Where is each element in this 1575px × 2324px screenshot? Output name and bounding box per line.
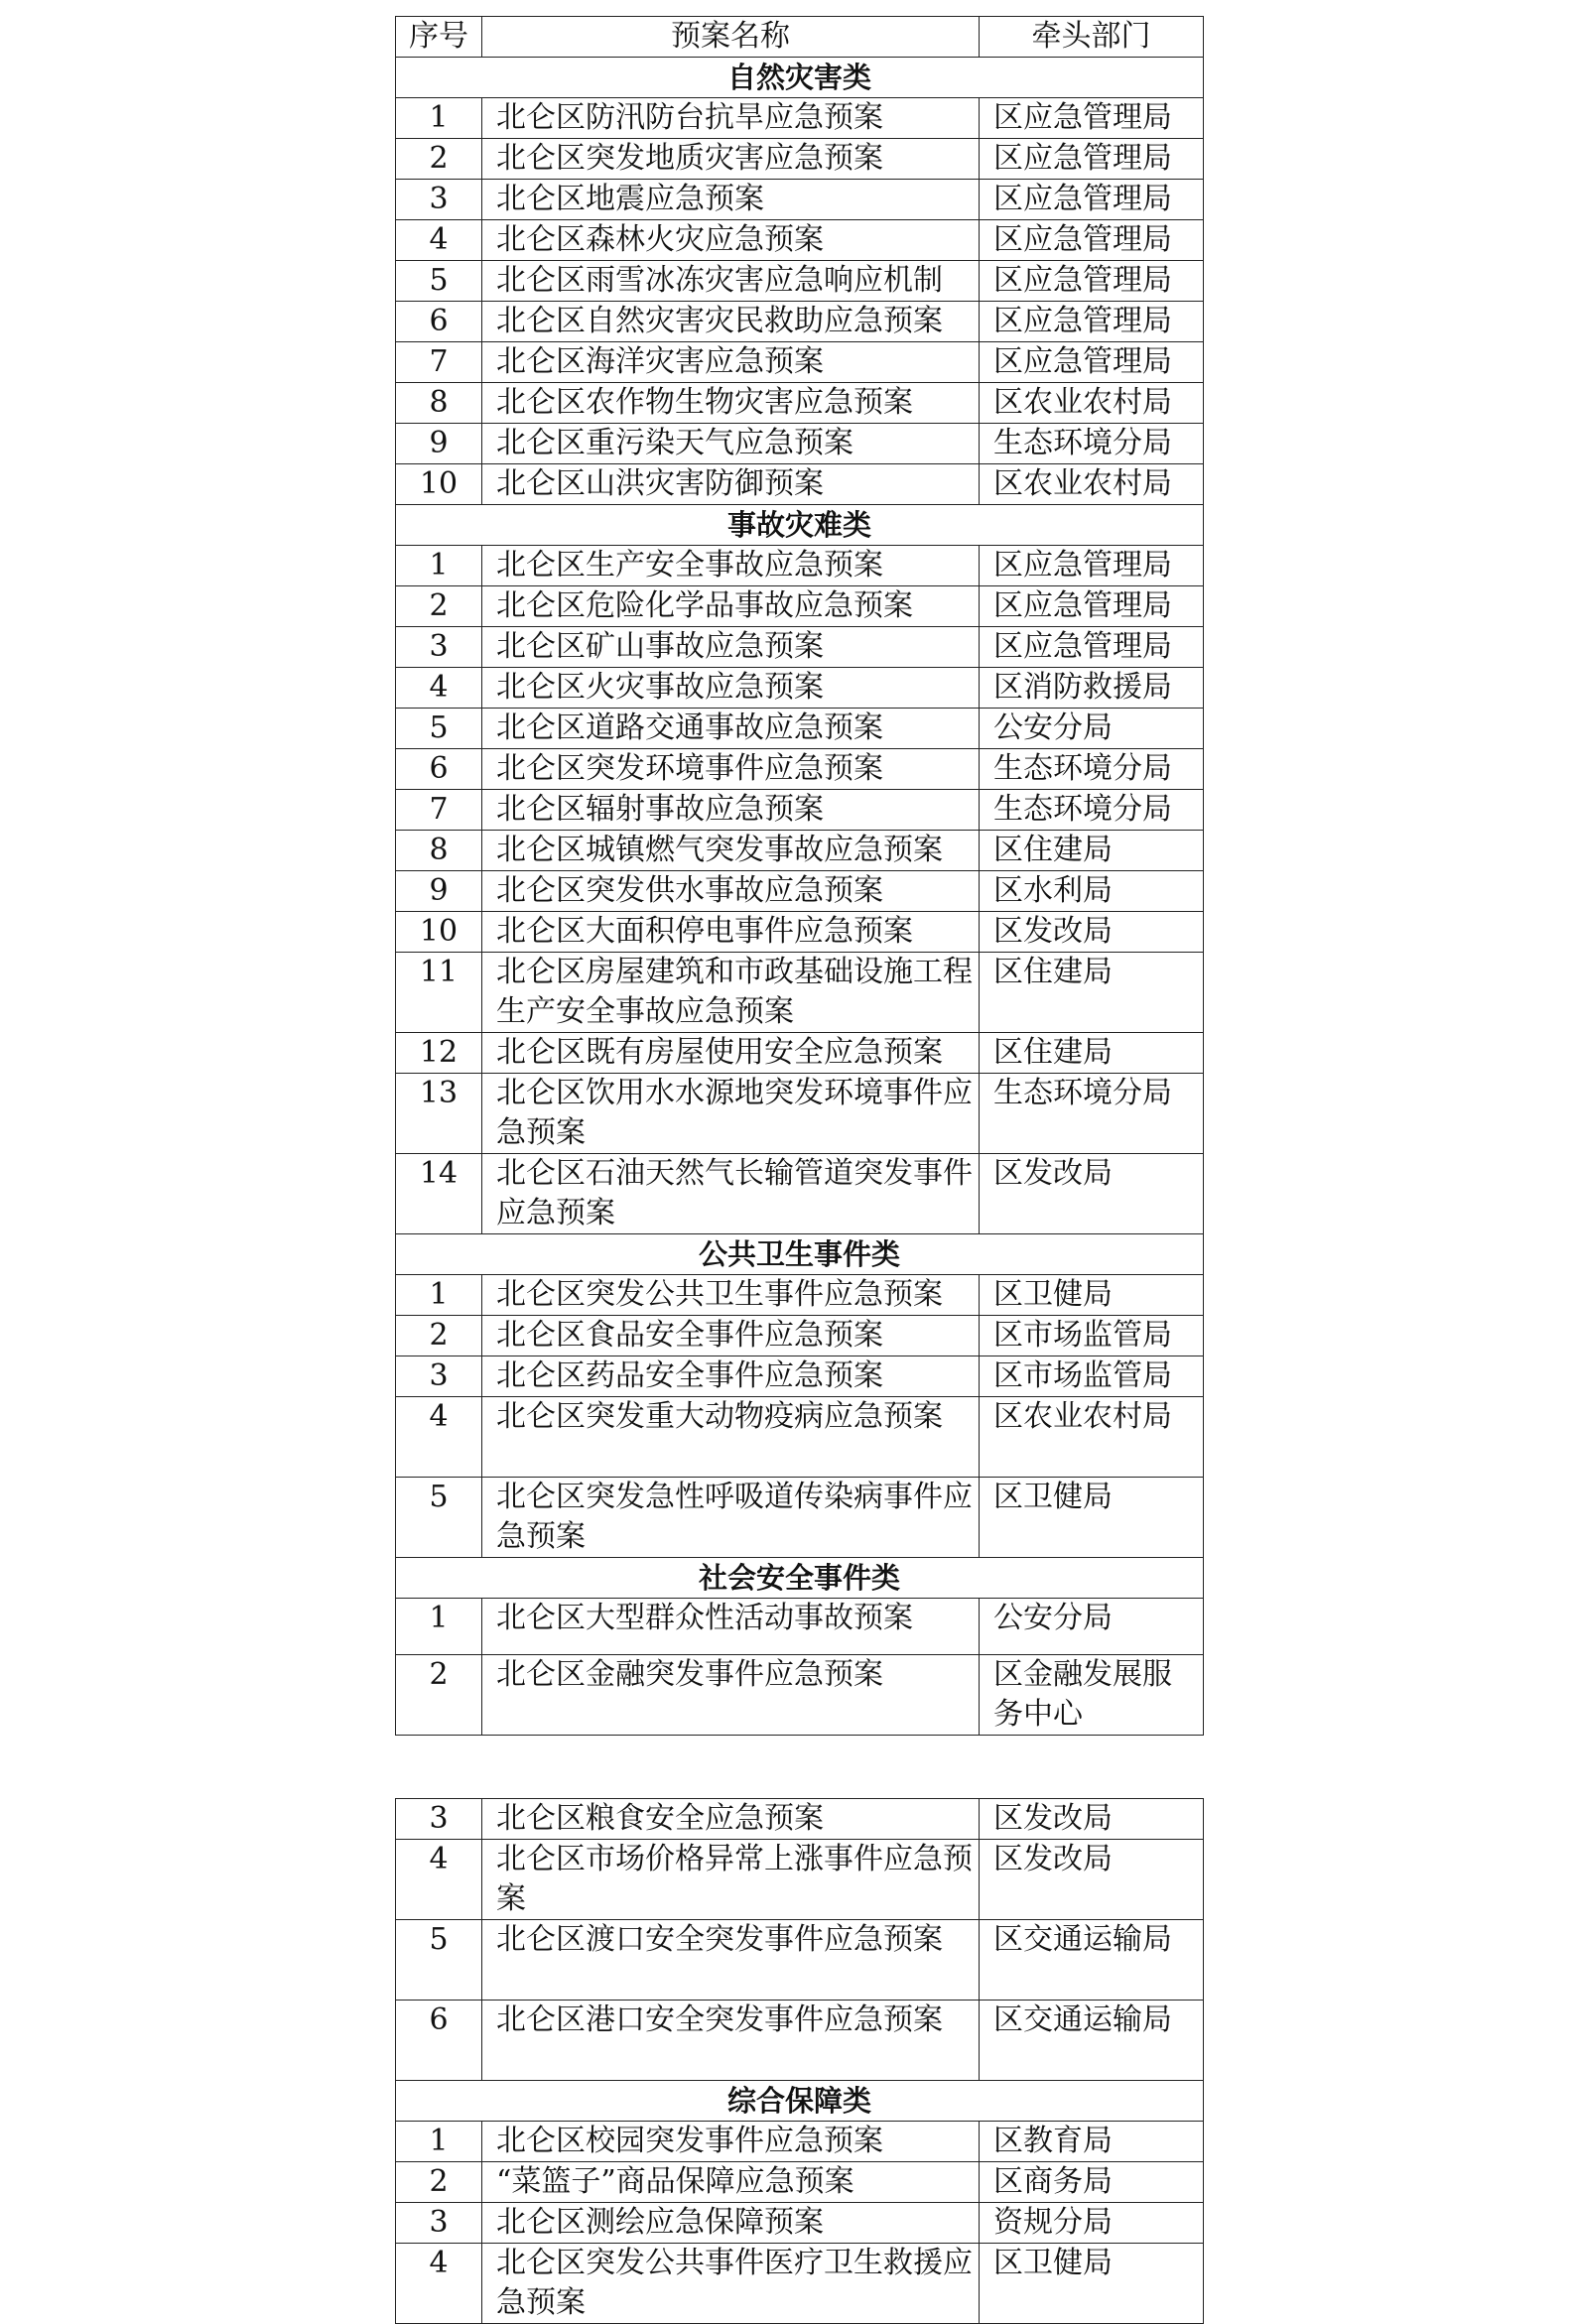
- serial-number-cell: 14: [396, 1154, 482, 1234]
- plan-name-cell: 北仑区森林火灾应急预案: [482, 220, 980, 261]
- lead-department-cell: 生态环境分局: [980, 424, 1204, 464]
- lead-department-cell: 区金融发展服务中心: [980, 1655, 1204, 1736]
- serial-number-cell: 11: [396, 953, 482, 1033]
- category-label: 综合保障类: [396, 2081, 1204, 2122]
- plan-name-cell: 北仑区既有房屋使用安全应急预案: [482, 1033, 980, 1074]
- plan-name-cell: 北仑区石油天然气长输管道突发事件应急预案: [482, 1154, 980, 1234]
- lead-department-cell: 区农业农村局: [980, 1397, 1204, 1478]
- serial-number-cell: 7: [396, 790, 482, 831]
- plan-name-cell: 北仑区突发环境事件应急预案: [482, 749, 980, 790]
- plan-name-cell: 北仑区雨雪冰冻灾害应急响应机制: [482, 261, 980, 302]
- table-row: [396, 302, 1204, 342]
- table-row: [396, 2001, 1204, 2081]
- lead-department-cell: 区卫健局: [980, 1478, 1204, 1558]
- table-row: [396, 220, 1204, 261]
- serial-number-cell: 5: [396, 1920, 482, 2001]
- category-row: [396, 58, 1204, 98]
- serial-number-cell: 1: [396, 98, 482, 139]
- plan-name-cell: 北仑区渡口安全突发事件应急预案: [482, 1920, 980, 2001]
- serial-number-cell: 5: [396, 709, 482, 749]
- lead-department-cell: 区应急管理局: [980, 261, 1204, 302]
- table-row: [396, 2244, 1204, 2324]
- table-row: [396, 139, 1204, 180]
- plan-name-cell: “菜篮子”商品保障应急预案: [482, 2162, 980, 2203]
- lead-department-cell: 区农业农村局: [980, 464, 1204, 505]
- plan-table-part-2: [395, 1798, 1204, 2324]
- plan-name-cell: 北仑区矿山事故应急预案: [482, 627, 980, 668]
- serial-number-cell: 3: [396, 1799, 482, 1840]
- lead-department-cell: 区发改局: [980, 912, 1204, 953]
- lead-department-cell: 区水利局: [980, 871, 1204, 912]
- serial-number-cell: 10: [396, 912, 482, 953]
- lead-department-cell: 区应急管理局: [980, 220, 1204, 261]
- table-row: [396, 790, 1204, 831]
- table-row: [396, 464, 1204, 505]
- serial-number-cell: 6: [396, 2001, 482, 2081]
- plan-name-cell: 北仑区重污染天气应急预案: [482, 424, 980, 464]
- table-row: [396, 2162, 1204, 2203]
- category-label: 公共卫生事件类: [396, 1234, 1204, 1275]
- table-row: [396, 1316, 1204, 1356]
- plan-name-cell: 北仑区校园突发事件应急预案: [482, 2122, 980, 2162]
- serial-number-cell: 6: [396, 749, 482, 790]
- lead-department-cell: 区住建局: [980, 953, 1204, 1033]
- table-row: [396, 912, 1204, 953]
- serial-number-cell: 2: [396, 1655, 482, 1736]
- table-row: [396, 1478, 1204, 1558]
- serial-number-cell: 4: [396, 668, 482, 709]
- table-row: [396, 98, 1204, 139]
- table-row: [396, 1799, 1204, 1840]
- plan-name-cell: 北仑区海洋灾害应急预案: [482, 342, 980, 383]
- table-row: [396, 546, 1204, 586]
- plan-table-part-1: [395, 16, 1204, 1736]
- lead-department-cell: 区应急管理局: [980, 98, 1204, 139]
- serial-number-cell: 1: [396, 1599, 482, 1655]
- serial-number-cell: 3: [396, 180, 482, 220]
- lead-department-cell: 区发改局: [980, 1799, 1204, 1840]
- plan-name-cell: 北仑区火灾事故应急预案: [482, 668, 980, 709]
- plan-name-cell: 北仑区农作物生物灾害应急预案: [482, 383, 980, 424]
- table-row: [396, 1397, 1204, 1478]
- serial-number-cell: 2: [396, 1316, 482, 1356]
- serial-number-cell: 3: [396, 1356, 482, 1397]
- table-row: [396, 831, 1204, 871]
- plan-name-cell: 北仑区生产安全事故应急预案: [482, 546, 980, 586]
- plan-name-cell: 北仑区地震应急预案: [482, 180, 980, 220]
- serial-number-cell: 10: [396, 464, 482, 505]
- lead-department-cell: 生态环境分局: [980, 790, 1204, 831]
- serial-number-cell: 4: [396, 2244, 482, 2324]
- lead-department-cell: 区市场监管局: [980, 1316, 1204, 1356]
- plan-name-cell: 北仑区突发公共事件医疗卫生救援应急预案: [482, 2244, 980, 2324]
- plan-name-cell: 北仑区突发急性呼吸道传染病事件应急预案: [482, 1478, 980, 1558]
- plan-name-cell: 北仑区市场价格异常上涨事件应急预案: [482, 1840, 980, 1920]
- lead-department-cell: 区应急管理局: [980, 342, 1204, 383]
- table-row: [396, 1840, 1204, 1920]
- plan-name-cell: 北仑区道路交通事故应急预案: [482, 709, 980, 749]
- table-row: [396, 871, 1204, 912]
- plan-name-cell: 北仑区饮用水水源地突发环境事件应急预案: [482, 1074, 980, 1154]
- lead-department-cell: 区教育局: [980, 2122, 1204, 2162]
- table-row: [396, 1599, 1204, 1655]
- plan-name-cell: 北仑区药品安全事件应急预案: [482, 1356, 980, 1397]
- serial-number-cell: 1: [396, 2122, 482, 2162]
- lead-department-cell: 区交通运输局: [980, 2001, 1204, 2081]
- category-label: 社会安全事件类: [396, 1558, 1204, 1599]
- category-row: [396, 1234, 1204, 1275]
- lead-department-cell: 资规分局: [980, 2203, 1204, 2244]
- table-row: [396, 1275, 1204, 1316]
- header-plan-name: 预案名称: [482, 17, 980, 58]
- plan-name-cell: 北仑区危险化学品事故应急预案: [482, 586, 980, 627]
- plan-name-cell: 北仑区突发公共卫生事件应急预案: [482, 1275, 980, 1316]
- lead-department-cell: 区农业农村局: [980, 383, 1204, 424]
- serial-number-cell: 8: [396, 831, 482, 871]
- serial-number-cell: 2: [396, 139, 482, 180]
- plan-name-cell: 北仑区大型群众性活动事故预案: [482, 1599, 980, 1655]
- lead-department-cell: 区交通运输局: [980, 1920, 1204, 2001]
- plan-name-cell: 北仑区房屋建筑和市政基础设施工程生产安全事故应急预案: [482, 953, 980, 1033]
- lead-department-cell: 区卫健局: [980, 2244, 1204, 2324]
- table-row: [396, 424, 1204, 464]
- serial-number-cell: 1: [396, 546, 482, 586]
- plan-name-cell: 北仑区港口安全突发事件应急预案: [482, 2001, 980, 2081]
- serial-number-cell: 5: [396, 1478, 482, 1558]
- lead-department-cell: 生态环境分局: [980, 1074, 1204, 1154]
- table-row: [396, 749, 1204, 790]
- table-body-part-1: [396, 58, 1204, 1736]
- table-row: [396, 1655, 1204, 1736]
- serial-number-cell: 5: [396, 261, 482, 302]
- serial-number-cell: 9: [396, 424, 482, 464]
- plan-name-cell: 北仑区金融突发事件应急预案: [482, 1655, 980, 1736]
- table-row: [396, 709, 1204, 749]
- lead-department-cell: 区消防救援局: [980, 668, 1204, 709]
- serial-number-cell: 12: [396, 1033, 482, 1074]
- lead-department-cell: 区应急管理局: [980, 180, 1204, 220]
- plan-name-cell: 北仑区食品安全事件应急预案: [482, 1316, 980, 1356]
- plan-name-cell: 北仑区自然灾害灾民救助应急预案: [482, 302, 980, 342]
- table-row: [396, 261, 1204, 302]
- serial-number-cell: 9: [396, 871, 482, 912]
- plan-name-cell: 北仑区城镇燃气突发事故应急预案: [482, 831, 980, 871]
- lead-department-cell: 区住建局: [980, 1033, 1204, 1074]
- lead-department-cell: 生态环境分局: [980, 749, 1204, 790]
- serial-number-cell: 8: [396, 383, 482, 424]
- category-row: [396, 1558, 1204, 1599]
- table-row: [396, 1920, 1204, 2001]
- table-row: [396, 668, 1204, 709]
- plan-name-cell: 北仑区防汛防台抗旱应急预案: [482, 98, 980, 139]
- lead-department-cell: 区应急管理局: [980, 586, 1204, 627]
- table-row: [396, 2122, 1204, 2162]
- lead-department-cell: 区市场监管局: [980, 1356, 1204, 1397]
- serial-number-cell: 6: [396, 302, 482, 342]
- table-row: [396, 953, 1204, 1033]
- category-label: 事故灾难类: [396, 505, 1204, 546]
- lead-department-cell: 区应急管理局: [980, 302, 1204, 342]
- plan-name-cell: 北仑区突发地质灾害应急预案: [482, 139, 980, 180]
- table-row: [396, 586, 1204, 627]
- plan-name-cell: 北仑区辐射事故应急预案: [482, 790, 980, 831]
- table-row: [396, 1033, 1204, 1074]
- lead-department-cell: 区发改局: [980, 1154, 1204, 1234]
- plan-name-cell: 北仑区突发供水事故应急预案: [482, 871, 980, 912]
- table-row: [396, 1356, 1204, 1397]
- serial-number-cell: 7: [396, 342, 482, 383]
- lead-department-cell: 区商务局: [980, 2162, 1204, 2203]
- table-header-row: [396, 17, 1204, 58]
- category-row: [396, 2081, 1204, 2122]
- header-lead-department: 牵头部门: [980, 17, 1204, 58]
- lead-department-cell: 区应急管理局: [980, 627, 1204, 668]
- table-row: [396, 1074, 1204, 1154]
- category-row: [396, 505, 1204, 546]
- table-row: [396, 1154, 1204, 1234]
- serial-number-cell: 3: [396, 2203, 482, 2244]
- lead-department-cell: 区卫健局: [980, 1275, 1204, 1316]
- lead-department-cell: 区发改局: [980, 1840, 1204, 1920]
- plan-name-cell: 北仑区大面积停电事件应急预案: [482, 912, 980, 953]
- serial-number-cell: 1: [396, 1275, 482, 1316]
- table-row: [396, 342, 1204, 383]
- serial-number-cell: 4: [396, 1840, 482, 1920]
- plan-name-cell: 北仑区山洪灾害防御预案: [482, 464, 980, 505]
- header-serial-number: 序号: [396, 17, 482, 58]
- plan-name-cell: 北仑区测绘应急保障预案: [482, 2203, 980, 2244]
- lead-department-cell: 公安分局: [980, 709, 1204, 749]
- lead-department-cell: 区应急管理局: [980, 139, 1204, 180]
- serial-number-cell: 13: [396, 1074, 482, 1154]
- category-label: 自然灾害类: [396, 58, 1204, 98]
- serial-number-cell: 4: [396, 220, 482, 261]
- table-body-part-2: [396, 1799, 1204, 2324]
- serial-number-cell: 4: [396, 1397, 482, 1478]
- serial-number-cell: 2: [396, 2162, 482, 2203]
- serial-number-cell: 3: [396, 627, 482, 668]
- serial-number-cell: 2: [396, 586, 482, 627]
- lead-department-cell: 区住建局: [980, 831, 1204, 871]
- plan-name-cell: 北仑区粮食安全应急预案: [482, 1799, 980, 1840]
- table-row: [396, 627, 1204, 668]
- table-row: [396, 383, 1204, 424]
- lead-department-cell: 区应急管理局: [980, 546, 1204, 586]
- table-row: [396, 2203, 1204, 2244]
- table-row: [396, 180, 1204, 220]
- plan-name-cell: 北仑区突发重大动物疫病应急预案: [482, 1397, 980, 1478]
- lead-department-cell: 公安分局: [980, 1599, 1204, 1655]
